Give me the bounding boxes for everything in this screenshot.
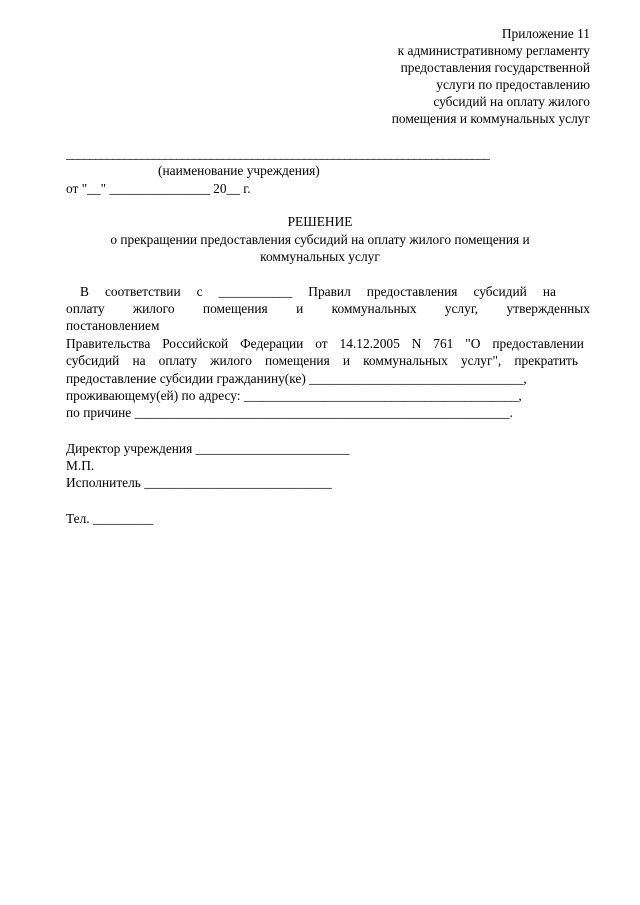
word: оплату xyxy=(66,301,105,316)
decision-date: от "__" _______________ 20__ г. xyxy=(66,181,251,196)
director-signature-line: Директор учреждения _______________________ xyxy=(66,441,350,456)
word: ___________ xyxy=(218,284,293,299)
word: субсидий xyxy=(66,353,120,368)
word: Федерации xyxy=(240,336,304,351)
word: жилого xyxy=(132,301,175,316)
document-subtitle-continued: коммунальных услуг xyxy=(260,249,380,264)
word: Правительства xyxy=(66,336,151,351)
word: соответствии xyxy=(104,284,181,299)
word: помещения xyxy=(264,353,330,368)
word: предоставлении xyxy=(492,336,584,351)
word: жилого xyxy=(210,353,252,368)
institution-name-caption: (наименование учреждения) xyxy=(158,163,320,178)
appendix-line: помещения и коммунальных услуг xyxy=(391,111,590,126)
word: услуг, xyxy=(444,301,479,316)
word: субсидий xyxy=(473,284,527,299)
word: от xyxy=(315,336,328,351)
body-line-1 xyxy=(80,283,556,300)
word: 761 xyxy=(433,336,454,351)
body-line-5 xyxy=(66,352,578,369)
body-line-4 xyxy=(66,335,584,352)
body-line-3: постановлением xyxy=(66,318,160,333)
word: "О xyxy=(465,336,481,351)
word: Российской xyxy=(162,336,229,351)
document-title: РЕШЕНИЕ xyxy=(287,214,353,229)
word: Правил xyxy=(308,284,351,299)
word: 14.12.2005 xyxy=(339,336,400,351)
phone-line: Тел. _________ xyxy=(66,511,154,526)
word: N xyxy=(411,336,422,351)
word: утвержденных xyxy=(506,301,590,316)
body-line-8: по причине ________________________________________________________. xyxy=(66,405,513,420)
word: на xyxy=(542,284,556,299)
word: предоставления xyxy=(366,284,458,299)
appendix-line: субсидий на оплату жилого xyxy=(433,94,590,109)
word: и xyxy=(342,353,350,368)
appendix-line: к административному регламенту xyxy=(397,43,590,58)
word: оплату xyxy=(158,353,198,368)
body-line-2 xyxy=(66,300,590,317)
appendix-line: Приложение 11 xyxy=(501,26,590,41)
word: и xyxy=(296,301,304,316)
word: коммунальных xyxy=(331,301,417,316)
appendix-line: услуги по предоставлению xyxy=(436,77,590,92)
document-subtitle: о прекращении предоставления субсидий на оплату жилого помещения и xyxy=(110,232,530,247)
word: прекратить xyxy=(514,353,578,368)
word: В xyxy=(80,284,89,299)
body-line-6: предоставление субсидии гражданину(ке) ________________________________, xyxy=(66,371,527,386)
word: услуг", xyxy=(460,353,502,368)
appendix-line: предоставления государственной xyxy=(400,60,590,75)
word: с xyxy=(196,284,203,299)
word: помещения xyxy=(202,301,268,316)
word: на xyxy=(132,353,146,368)
word: коммунальных xyxy=(363,353,448,368)
stamp-place: М.П. xyxy=(66,458,95,473)
body-line-7: проживающему(ей) по адресу: _________________________________________, xyxy=(66,388,522,403)
executor-line: Исполнитель ____________________________ xyxy=(66,475,332,490)
institution-name-blank: _________________________________________________________________________ xyxy=(66,146,490,161)
